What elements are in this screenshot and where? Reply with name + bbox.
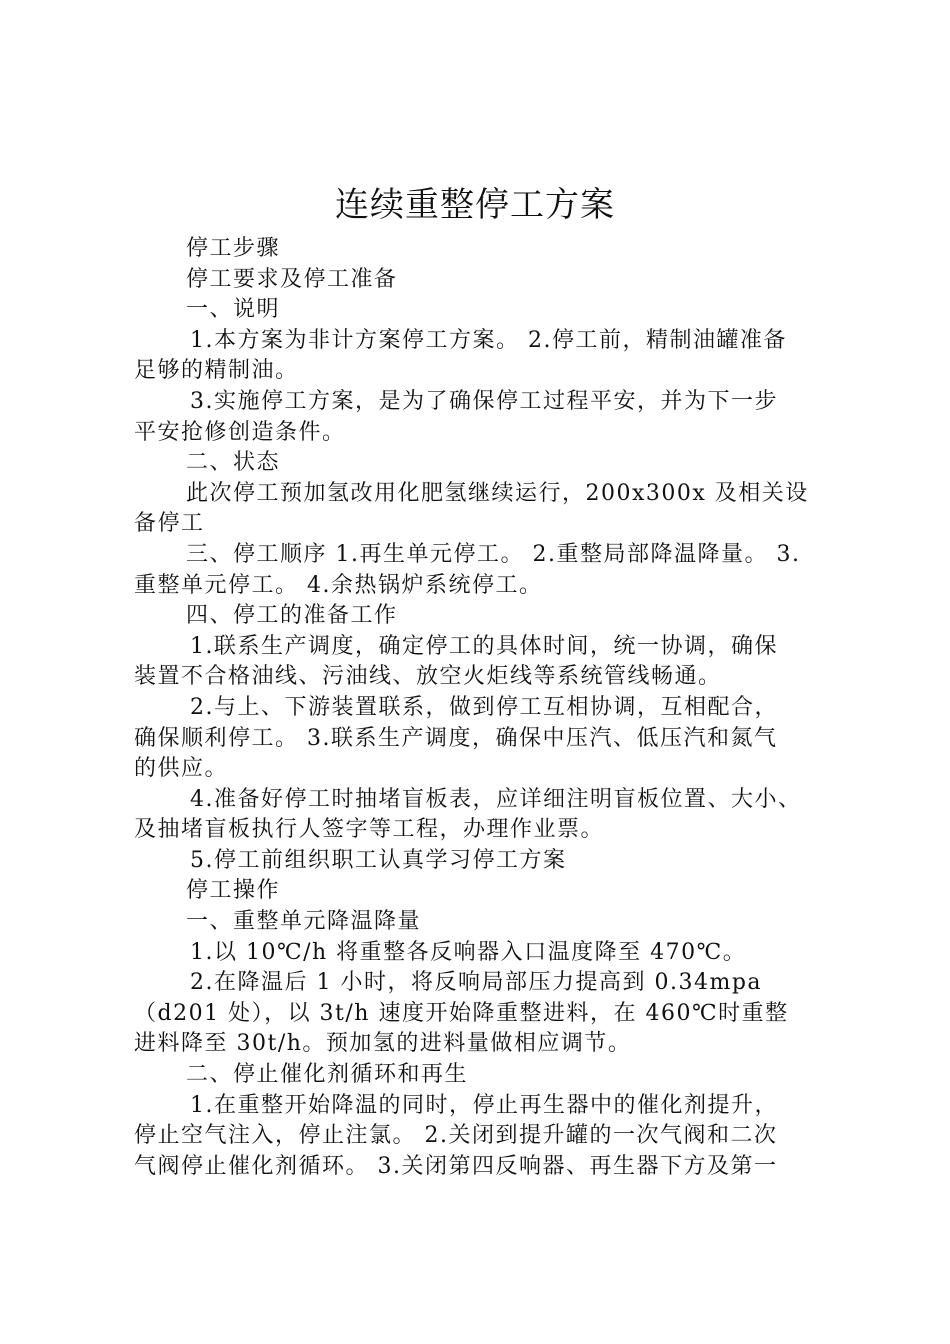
body-line: 气阀停止催化剂循环。 3.关闭第四反响器、再生器下方及第一 [134,1153,778,1179]
body-line: 停工操作 [186,878,281,904]
body-line: 重整单元停工。 4.余热锅炉系统停工。 [134,572,543,598]
body-line: 1.以 10℃/h 将重整各反响器入口温度降至 470℃。 [190,939,747,965]
body-line: 进料降至 30t/h。预加氢的进料量做相应调节。 [134,1031,632,1057]
body-line: 三、停工顺序 1.再生单元停工。 2.重整局部降温降量。 3. [186,541,801,567]
body-line: 一、说明 [186,297,281,323]
body-line: 及抽堵盲板执行人签字等工程，办理作业票。 [134,817,605,843]
body-line: 二、状态 [186,450,281,476]
body-line: 的供应。 [134,756,229,782]
body-line: 一、重整单元降温降量 [186,909,422,935]
body-line: 足够的精制油。 [134,358,299,384]
body-line: 装置不合格油线、污油线、放空火炬线等系统管线畅通。 [134,664,722,690]
body-line: 停止空气注入，停止注氯。 2.关闭到提升罐的一次气阀和二次 [134,1123,778,1149]
body-line: 此次停工预加氢改用化肥氢继续运行，200x300x 及相关设 [186,480,809,506]
body-line: 4.准备好停工时抽堵盲板表，应详细注明盲板位置、大小、 [190,786,802,812]
body-line: （d201 处），以 3t/h 速度开始降重整进料，在 460℃时重整 [134,1000,789,1026]
document-title: 连续重整停工方案 [335,185,615,225]
body-line: 停工步骤 [186,236,281,261]
body-line: 备停工 [134,511,205,537]
body-line: 1.本方案为非计方案停工方案。 2.停工前，精制油罐准备 [190,327,787,353]
body-line: 1.联系生产调度，确定停工的具体时间，统一协调，确保 [190,633,778,659]
body-line: 四、停工的准备工作 [186,603,398,629]
body-line: 停工要求及停工准备 [186,266,398,292]
body-line: 确保顺利停工。 3.联系生产调度，确保中压汽、低压汽和氮气 [134,725,778,751]
body-line: 5.停工前组织职工认真学习停工方案 [190,847,567,873]
body-line: 平安抢修创造条件。 [134,419,346,445]
body-line: 2.在降温后 1 小时，将反响局部压力提高到 0.34mpa [190,970,763,996]
body-line: 2.与上、下游装置联系，做到停工互相协调，互相配合， [190,694,778,720]
body-line: 1.在重整开始降温的同时，停止再生器中的催化剂提升， [190,1092,778,1118]
document-body [134,234,834,1182]
body-line: 二、停止催化剂循环和再生 [186,1062,469,1088]
body-line: 3.实施停工方案，是为了确保停工过程平安，并为下一步 [190,388,778,414]
